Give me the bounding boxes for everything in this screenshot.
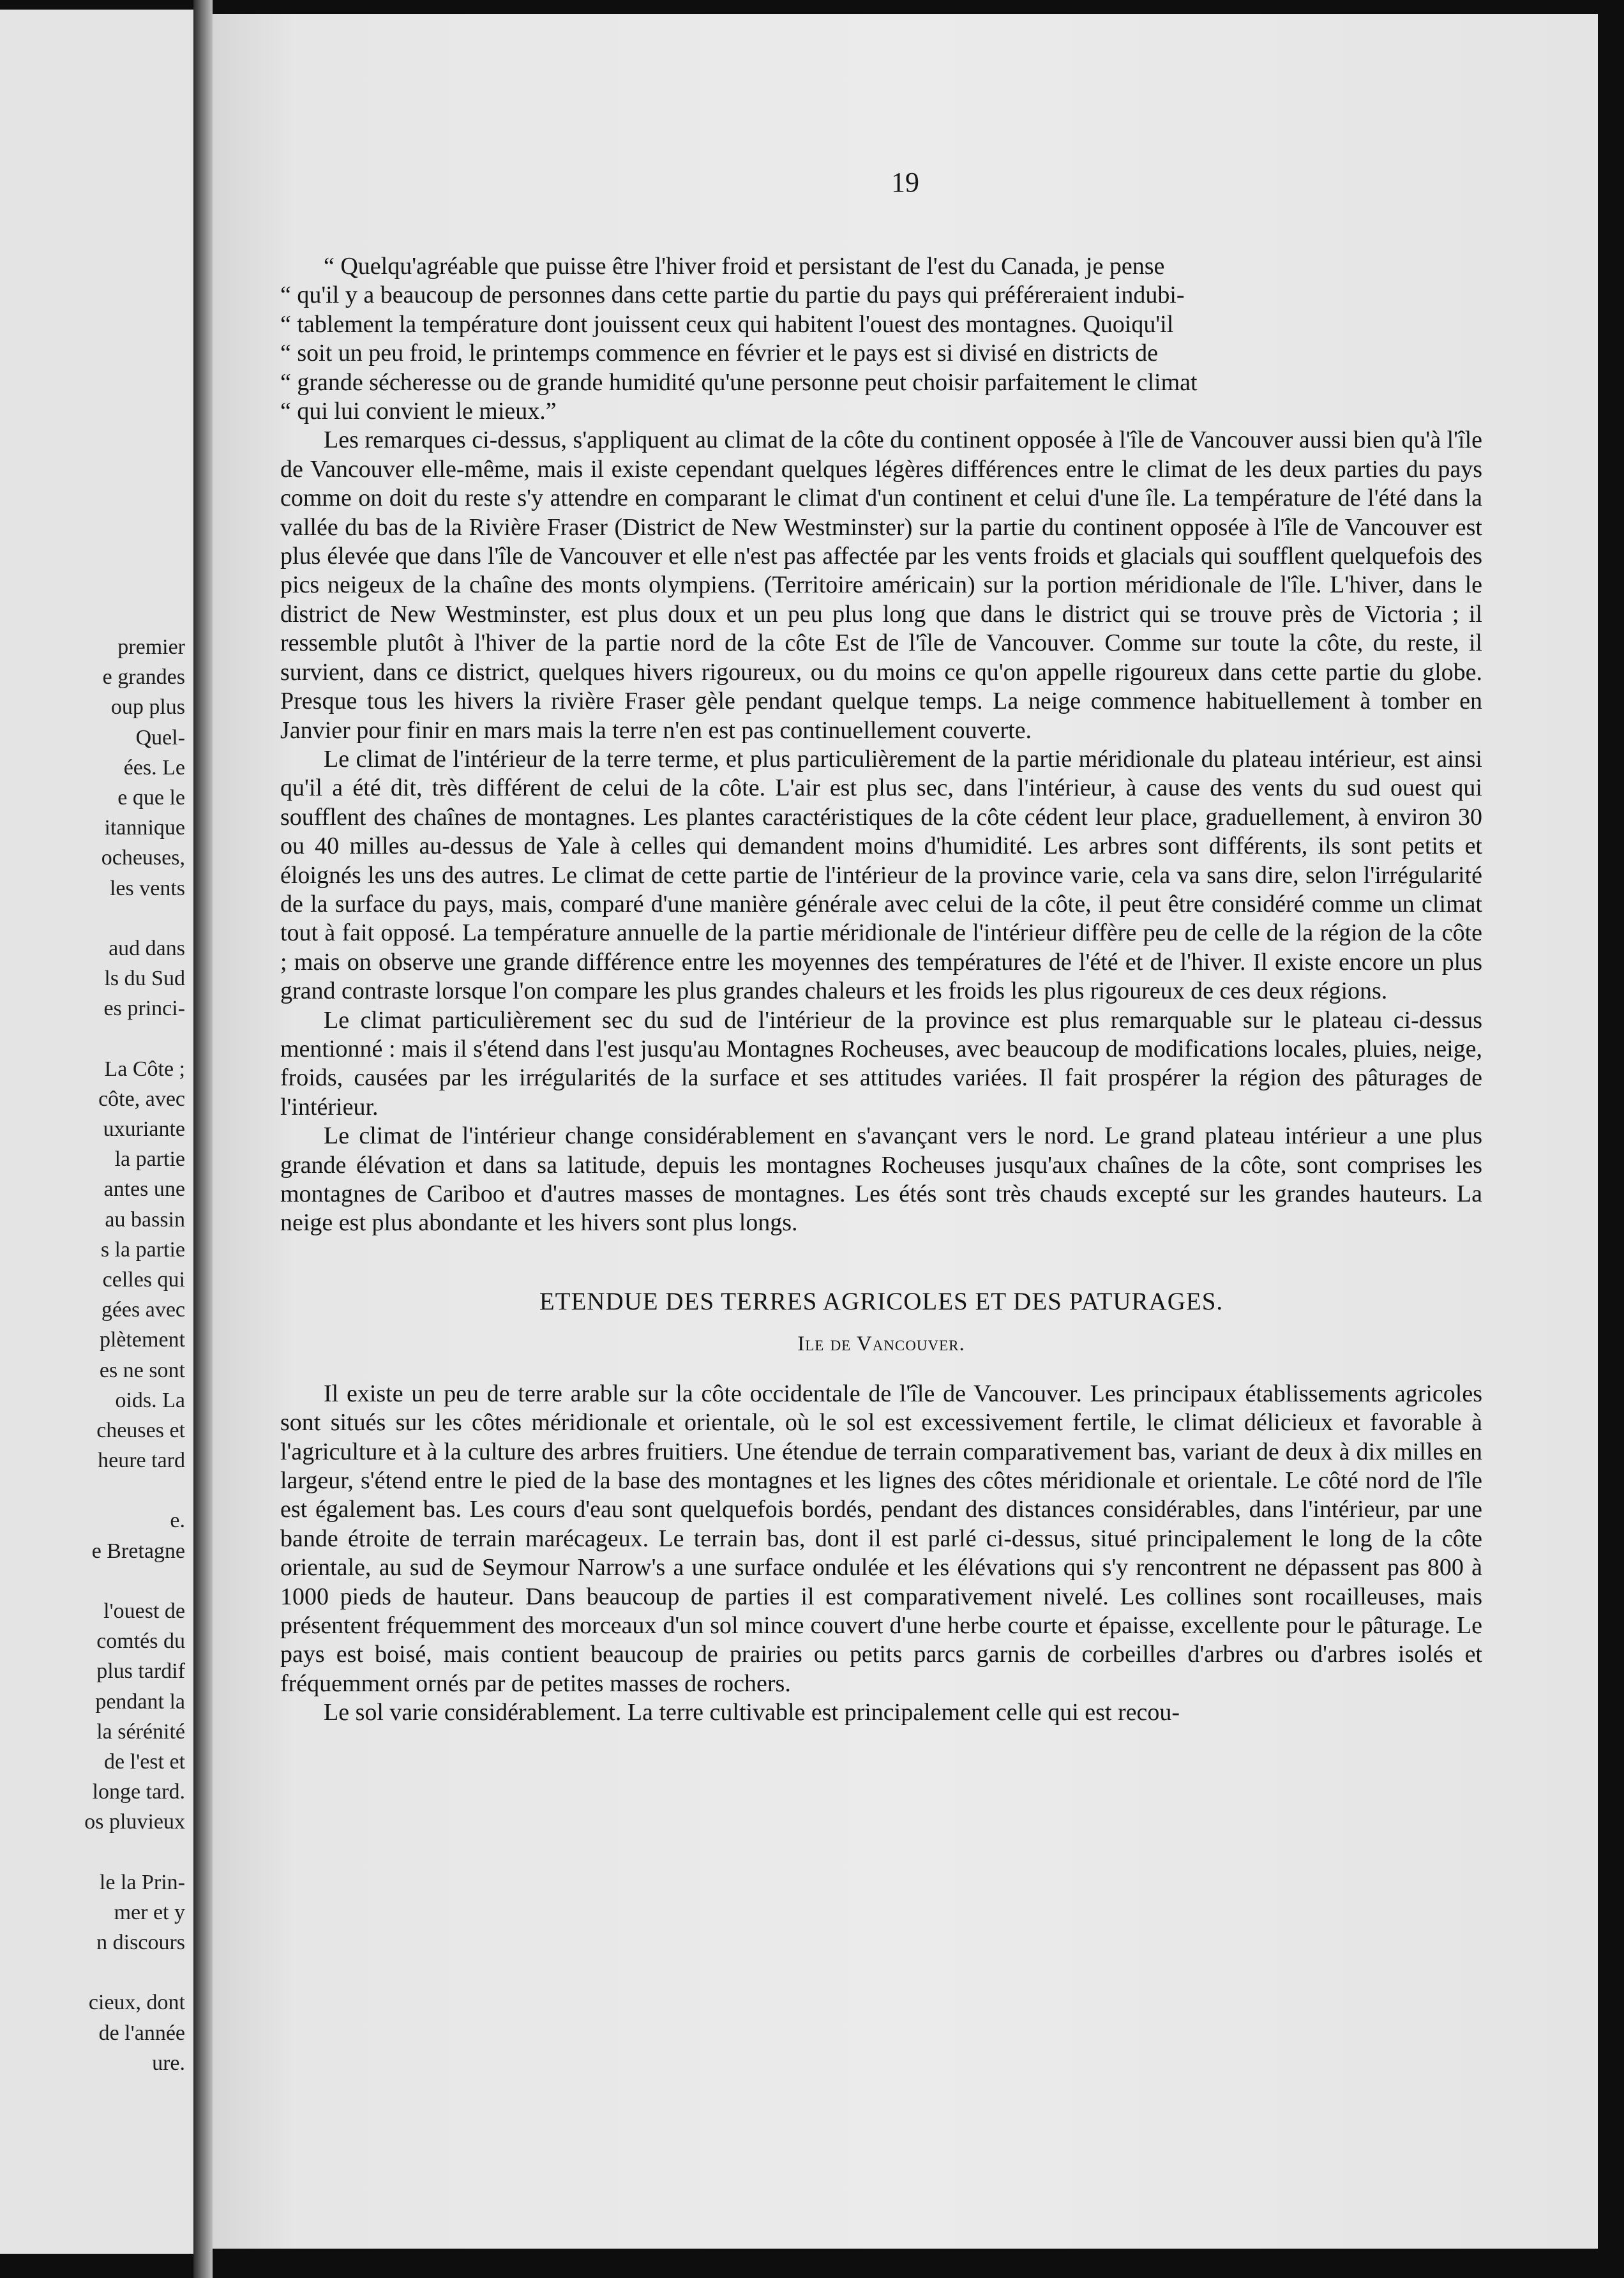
left-facing-page <box>0 10 193 2254</box>
paragraph: Le climat particulièrement sec du sud de l'intérieur de la province est plus remarquable sur le plateau ci-dessus mentionné : mais il s'étend dans l'est jusqu'au Montagnes Rocheuses, avec beaucoup de modifications locales, pluies, neige, froids, causées par les irrégularités de la surface et ses attitudes variées. Il fait prospérer la région des pâturages de l'intérieur. <box>280 1006 1482 1120</box>
quote-line: “ tablement la température dont jouissent ceux qui habitent l'ouest des montagnes. Quoiqu'il <box>280 310 1174 338</box>
left-page-line: La Côte ; <box>104 1057 185 1081</box>
left-page-line: les vents <box>109 876 185 900</box>
section-heading: ETENDUE DES TERRES AGRICOLES ET DES PATURAGES. <box>539 1287 1224 1315</box>
left-page-line: e Bretagne <box>91 1539 185 1563</box>
body-text <box>280 252 1482 1728</box>
paragraph: Il existe un peu de terre arable sur la côte occidentale de l'île de Vancouver. Les principaux établissements agricoles sont situés sur les côtes méridionale et orientale, où le sol est excessivement fertile, le climat délicieux et favorable à l'agriculture et à la culture des arbres fruitiers. Une étendue de terrain comparativement bas, variant de deux à dix milles en largeur, s'étend entre le pied de la base des montagnes et les lignes des côtes méridionale et orientale. Le côté nord de l'île est également bas. Les cours d'eau sont quelquefois bordés, pendant des distances considérables, dans l'intérieur, par une bande étroite de terrain marécageux. Le terrain bas, dont il est parlé ci-dessus, situé principalement le long de la côte orientale, au sud de Seymour Narrow's a une surface ondulée et les élévations qui s'y rencontrent ne dépassent pas 800 à 1000 pieds de hauteur. Dans beaucoup de parties il est comparativement nivelé. Les collines sont rocailleuses, mais présentent fréquemment des morceaux d'un sol mince couvert d'une herbe courte et épaisse, excellente pour le pâturage. Le pays est boisé, mais contient beaucoup de prairies ou petits parcs garnis de corbeilles d'arbres ou d'arbres isolés et fréquemment ornés par de petites masses de rochers. <box>280 1380 1482 1697</box>
left-page-line <box>0 903 185 933</box>
left-page-line: le la Prin- <box>99 1870 185 1894</box>
left-page-line: oids. La <box>115 1388 185 1412</box>
left-page-line <box>0 1837 185 1867</box>
left-page-line: uxuriante <box>103 1117 185 1141</box>
paragraph: Les remarques ci-dessus, s'appliquent au climat de la côte du continent opposée à l'île de Vancouver aussi bien qu'à l'île de Vancouver elle-même, mais il existe cependant quelques légères différences entre le climat de les deux parties du pays comme on doit du reste s'y attendre en comparant le climat d'un continent et celui d'une île. La température de l'été dans la vallée du bas de la Rivière Fraser (District de New Westminster) sur la partie du continent opposée à l'île de Vancouver est plus élevée que dans l'île de Vancouver et elle n'est pas affectée par les vents froids et glacials qui soufflent quelquefois des pics neigeux de la chaîne des monts olympiens. (Territoire américain) sur la portion méridionale de l'île. L'hiver, dans le district de New Westminster, est plus doux et un peu plus long que dans le district qui se trouve près de Victoria ; il ressemble plutôt à l'hiver de la partie nord de la côte Est de l'île de Vancouver. Comme sur toute la côte, du reste, il survient, dans ce district, quelques hivers rigoureux, ou du moins ce qu'on appelle rigoureux dans cette partie du globe. Presque tous les hivers la rivière Fraser gèle pendant quelque temps. La neige commence habituellement à tomber en Janvier pour finir en mars mais la terre n'en est pas continuellement couverte. <box>280 426 1482 744</box>
left-page-line: es ne sont <box>99 1358 185 1382</box>
left-page-line <box>0 1957 185 1988</box>
left-page-line: heure tard <box>98 1449 185 1473</box>
left-page-line: os pluvieux <box>84 1810 185 1834</box>
left-page-line: ocheuses, <box>101 846 185 870</box>
left-page-line: itannique <box>104 816 185 840</box>
left-page-line <box>0 1475 185 1505</box>
text-after-heading <box>280 1380 1482 1728</box>
section-subheading: Ile de Vancouver. <box>797 1332 965 1355</box>
quote-line: “ qui lui convient le mieux.” <box>280 398 557 425</box>
left-page-line: au bassin <box>105 1207 185 1232</box>
left-page-line: pendant la <box>95 1689 185 1714</box>
left-page-line: e que le <box>117 785 185 810</box>
left-page-line: cieux, dont <box>88 1991 185 2015</box>
left-page-line: antes une <box>103 1177 185 1202</box>
left-page-line: s la partie <box>100 1237 185 1262</box>
left-page-line: ure. <box>152 2051 185 2075</box>
text-before-heading <box>280 252 1482 1238</box>
left-page-line: e. <box>170 1509 185 1533</box>
quote-line: “ soit un peu froid, le printemps commence en février et le pays est si divisé en districts de <box>280 340 1158 367</box>
left-page-line: longe tard. <box>92 1780 185 1804</box>
left-page-line: côte, avec <box>98 1087 185 1111</box>
left-page-line: oup plus <box>110 695 185 720</box>
paragraph: Le climat de l'intérieur change considérablement en s'avançant vers le nord. Le grand plateau intérieur a une plus grande élévation et dans sa latitude, depuis les montagnes Rocheuses jusqu'aux chaînes de la côte, sont comprises les montagnes de Cariboo et d'autres masses de montagnes. Les étés sont très chauds excepté sur les grandes hauteurs. La neige est plus abondante et les hivers sont plus longs. <box>280 1122 1482 1237</box>
left-page-line: l'ouest de <box>103 1599 185 1623</box>
left-page-line: la sérénité <box>96 1719 185 1744</box>
quote-line: “ qu'il y a beaucoup de personnes dans cette partie du partie du pays qui préféreraient indubi- <box>280 282 1185 309</box>
left-page-line <box>0 1023 185 1053</box>
quote-line: “ Quelqu'agréable que puisse être l'hiver froid et persistant de l'est du Canada, je pense <box>324 253 1165 280</box>
page-number: 19 <box>891 167 919 198</box>
left-page-line: plus tardif <box>96 1659 185 1684</box>
left-page-line <box>0 1566 185 1596</box>
left-page-text <box>0 632 185 2078</box>
left-page-line: n discours <box>96 1931 185 1955</box>
left-page-line: de l'année <box>98 2021 185 2045</box>
left-page-line: premier <box>117 635 185 659</box>
left-page-line: de l'est et <box>104 1749 185 1774</box>
left-page-line: comtés du <box>96 1629 185 1654</box>
left-page-line: plètement <box>99 1328 185 1352</box>
left-page-line: e grandes <box>102 665 185 690</box>
left-page-line: ées. Le <box>123 755 185 780</box>
paragraph: Le sol varie considérablement. La terre cultivable est principalement celle qui est recou- <box>324 1699 1180 1726</box>
main-page <box>213 14 1598 2249</box>
left-page-line: la partie <box>114 1147 185 1172</box>
left-page-line: Quel- <box>135 725 185 750</box>
left-page-line: gées avec <box>101 1298 185 1322</box>
left-page-line: es princi- <box>103 997 185 1021</box>
left-page-line: celles qui <box>102 1267 185 1292</box>
left-page-line: aud dans <box>109 936 185 960</box>
left-page-line: cheuses et <box>96 1418 185 1442</box>
book-gutter <box>193 0 213 2278</box>
left-page-line: ls du Sud <box>104 967 185 991</box>
left-page-line: mer et y <box>114 1900 185 1924</box>
paragraph: Le climat de l'intérieur de la terre terme, et plus particulièrement de la partie méridionale du plateau intérieur, est ainsi qu'il a été dit, très différent de celui de la côte. L'air est plus sec, dans l'intérieur, à cause des vents du sud ouest qui soufflent des chaînes de montagnes. Les plantes caractéristiques de la côte cédent leur place, graduellement, à environ 30 ou 40 milles au-dessus de Yale à celles qui demandent moins d'humidité. Les arbres sont différents, ils sont petits et éloignés les uns des autres. Le climat de cette partie de l'intérieur de la province varie, cela va sans dire, selon l'irrégularité de la surface du pays, mais, comparé d'une manière générale avec celui de la côte, il peut être considéré comme un climat tout à fait opposé. La température annuelle de la partie méridionale de l'intérieur diffère peu de celle de la région de la côte ; mais on observe une grande différence entre les moyennes des températures de l'été et de l'hiver. Il existe encore un plus grand contraste lorsque l'on compare les plus grandes chaleurs et les froids les plus rigoureux de ces deux régions. <box>280 745 1482 1005</box>
quote-line: “ grande sécheresse ou de grande humidité qu'une personne peut choisir parfaitement le climat <box>280 368 1198 396</box>
